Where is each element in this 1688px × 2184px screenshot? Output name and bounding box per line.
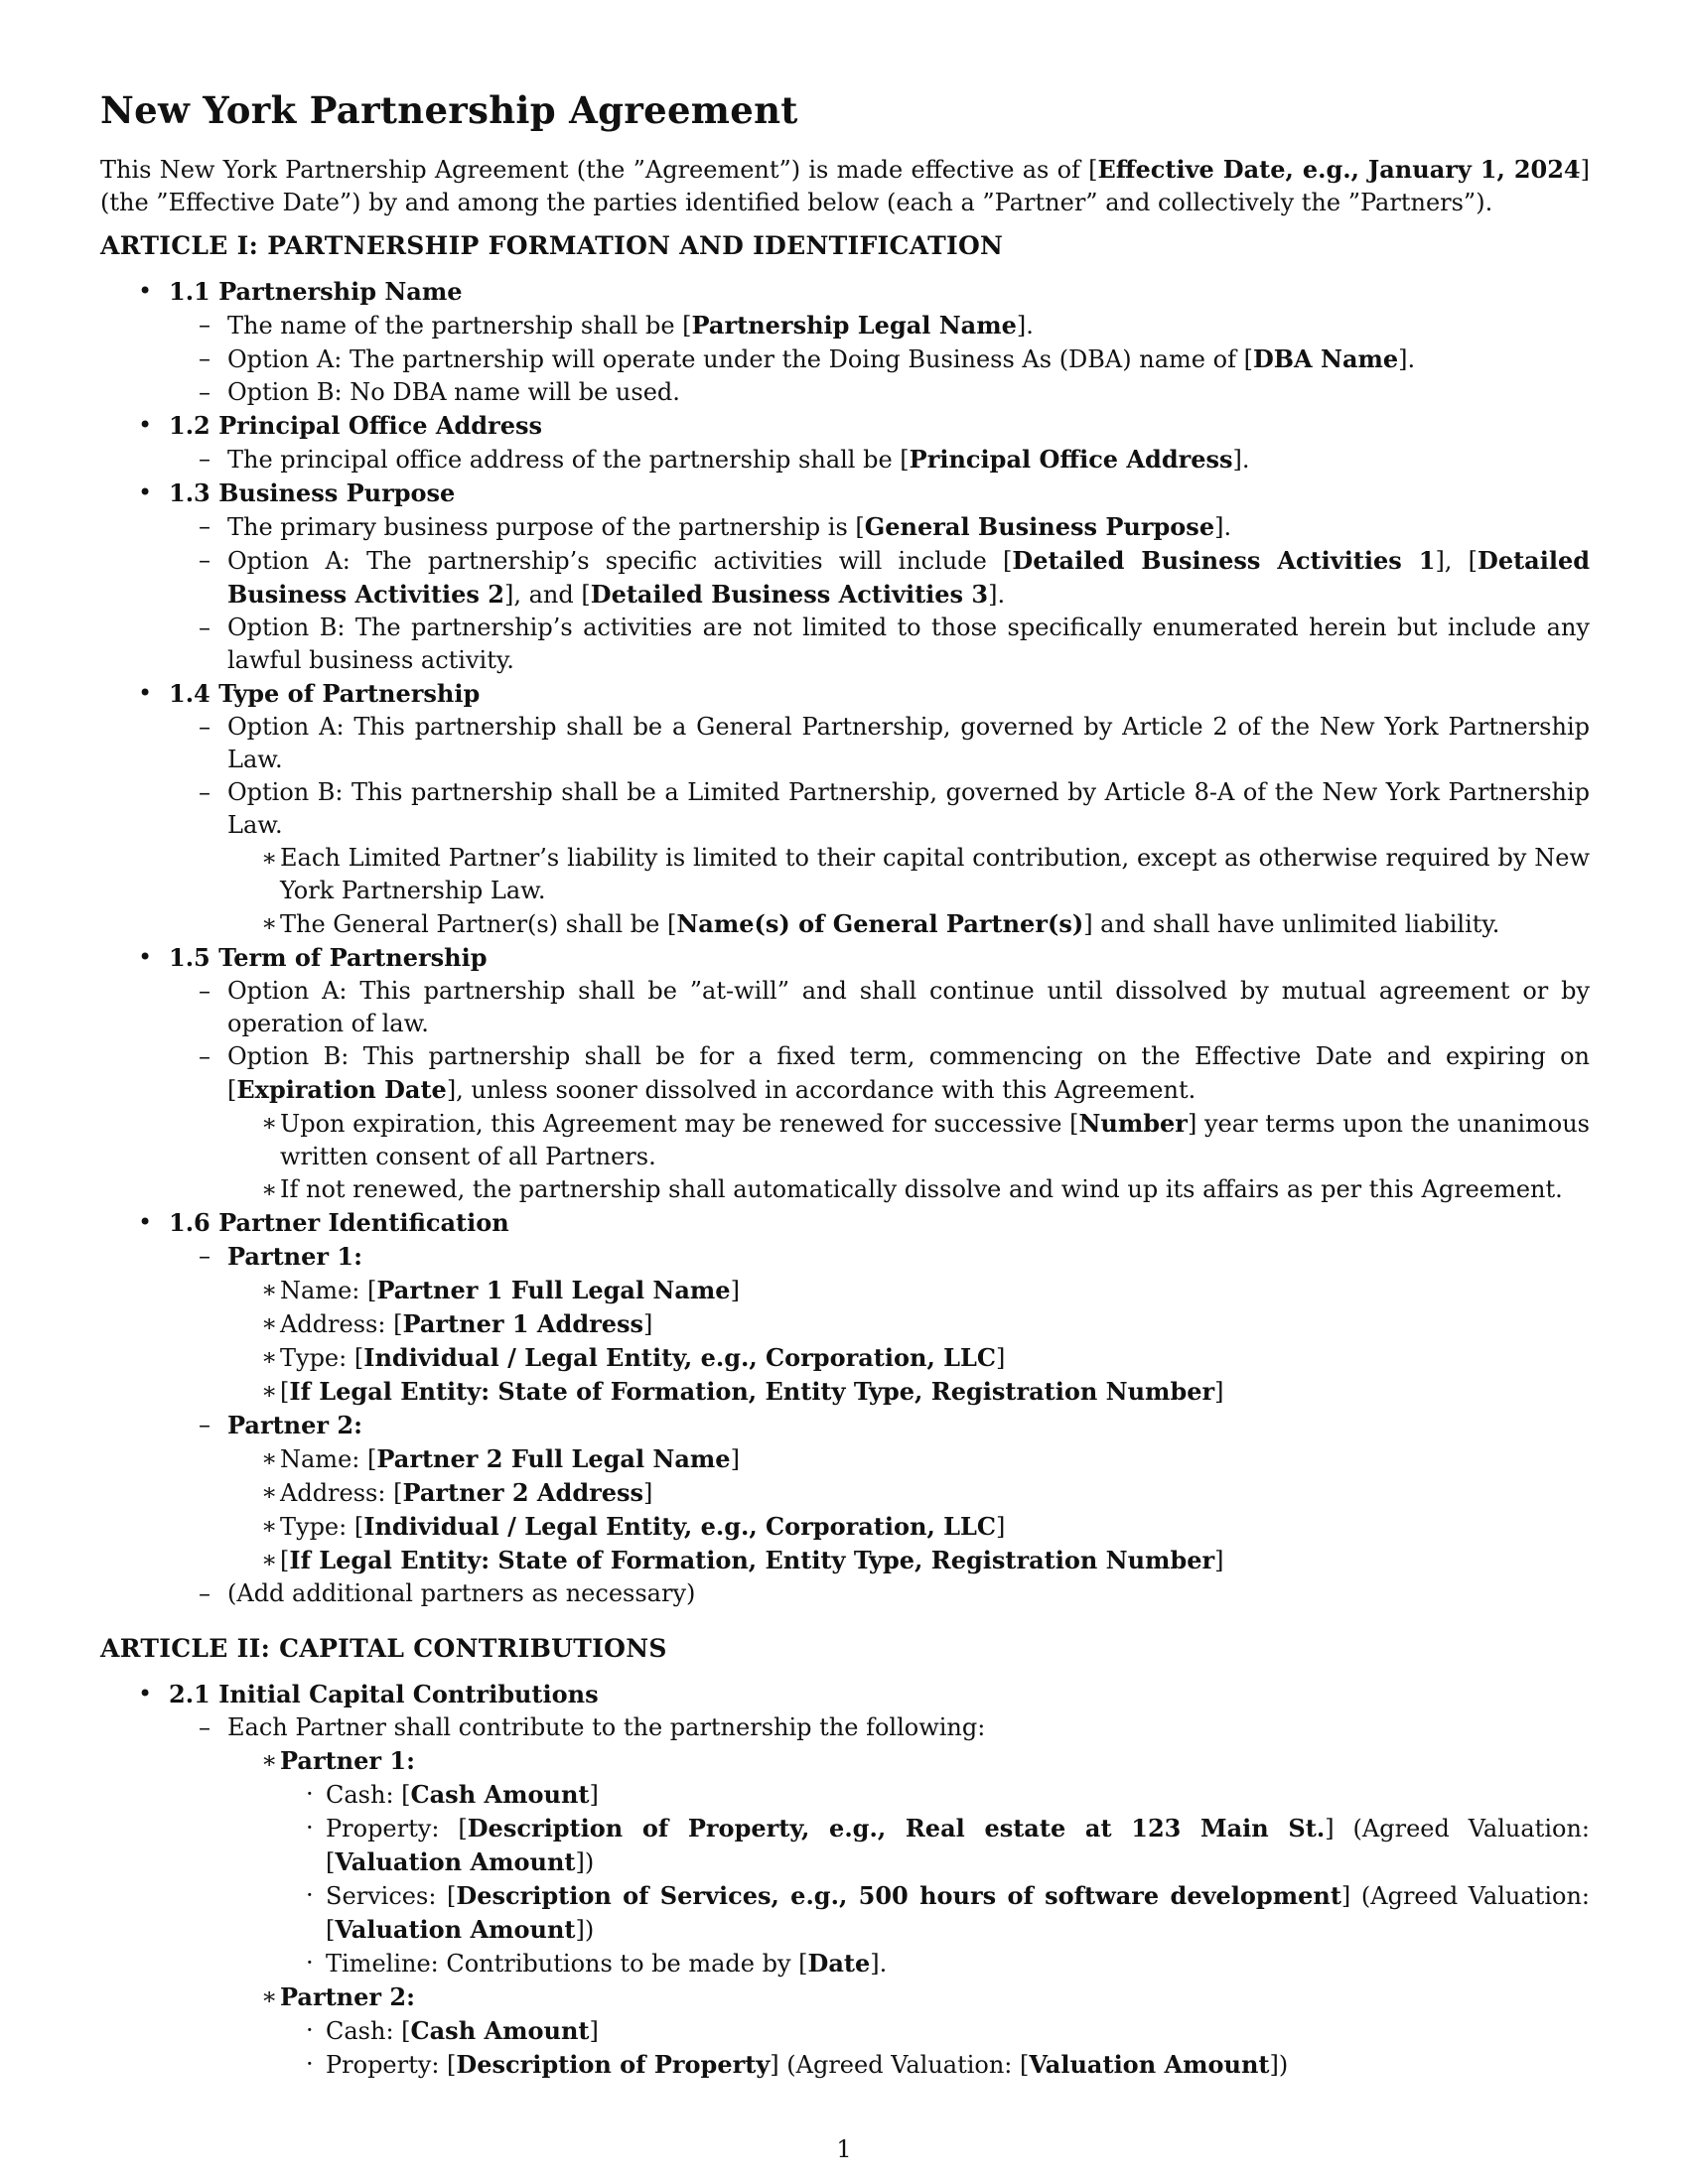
section-1-6: • 1.6 Partner Identification – Partner 1: ∗ Name: [Partner 1 Full Legal Name] ∗ Address: [Partner 1 Address] ∗ Type: [Individual / Legal Entity, e.g., Corporation, LLC] ∗ [If Legal Entity: State of Formation, Entity Type, Registration Number] – Partner 2: ∗ Name: [Partner 2 Full Legal Name] ∗ Address: [Partner 2 Address] ∗ Type: [Individual / Legal Entity, e.g., Corporation, LLC] ∗ [If Legal Entity: State of Formation, Entity Type, Registration Number] – (Add additional partners as necessary): [100, 1206, 1590, 1610]
intro-paragraph: This New York Partnership Agreement (the ”Agreement”) is made effective as of [Effective Date, e.g., January 1, 2024] (the ”Effective Date”) by and among the parties identified below (each a ”Partner” and collectively the ”Partners”).: [100, 155, 1591, 216]
list-item: ∗ Name: [Partner 2 Full Legal Name]: [261, 1444, 740, 1473]
list-item: ∗ Address: [Partner 1 Address]: [261, 1309, 653, 1338]
section-heading: 1.1 Partnership Name: [169, 277, 463, 306]
article-2-list: [100, 1678, 1590, 2082]
partner-2-identification: – Partner 2: ∗ Name: [Partner 2 Full Legal Name] ∗ Address: [Partner 2 Address] ∗ Type: [Individual / Legal Entity, e.g., Corporation, LLC] ∗ [If Legal Entity: State of Formation, Entity Type, Registration Number]: [169, 1409, 1590, 1577]
list-item: – Option B: The partnership’s activities are not limited to those specifically enumerated herein but include any lawful business activity.: [199, 614, 1590, 674]
list-item: ∗ Each Limited Partner’s liability is limited to their capital contribution, except as otherwise required by New York Partnership Law.: [261, 844, 1590, 904]
document-page: [100, 83, 1590, 2082]
section-1-5: • 1.5 Term of Partnership – Option A: This partnership shall be ”at-will” and shall continue until dissolved by mutual agreement or by operation of law. – Option B: This partnership shall be for a fixed term, commencing on the Effective Date and expiring on [Expiration Date], unless sooner dissolved in accordance with this Agreement. ∗ Upon expiration, this Agreement may be renewed for successive [Number] year terms upon the unanimous written consent of all Partners. ∗ If not renewed, the partnership shall automatically dissolve and wind up its affairs as per this Agreement.: [100, 941, 1590, 1206]
list-item: ∗ [If Legal Entity: State of Formation, Entity Type, Registration Number]: [261, 1377, 1224, 1406]
list-item: ∗ [If Legal Entity: State of Formation, Entity Type, Registration Number]: [261, 1546, 1224, 1574]
document-title: New York Partnership Agreement: [100, 88, 798, 132]
article-2-heading: ARTICLE II: CAPITAL CONTRIBUTIONS: [100, 1634, 667, 1663]
list-item: – (Add additional partners as necessary): [199, 1579, 696, 1607]
list-item: – Each Partner shall contribute to the partnership the following: ∗ Partner 1: · Cash: [Cash Amount] · Property: [Description of Property, e.g., Real estate at 123 Main St.] (Agreed Valuation: [Valuation Amount]) · Services: [Description of Services, e.g., 500 hours of software development] (Agreed Valuation: [Valuation Amount]) · Timeline: Contributions to be made by [Date]. ∗ Partner 2: · Cash: [Cash Amount] · Property: [Description of Property] (Agreed Valuation: [Valuation Amount]): [169, 1711, 1590, 2082]
list-item: – Option A: The partnership will operate under the Doing Business As (DBA) name of [DBA Name].: [199, 344, 1416, 373]
list-item: – Option A: The partnership’s specific activities will include [Detailed Business Activities 1], [Detailed Business Activities 2], and [Detailed Business Activities 3].: [199, 546, 1591, 609]
article-1-heading: ARTICLE I: PARTNERSHIP FORMATION AND IDENTIFICATION: [100, 231, 1004, 260]
list-item: – Option A: This partnership shall be ”at-will” and shall continue until dissolved by mutual agreement or by operation of law.: [199, 977, 1590, 1037]
list-item: ∗ Name: [Partner 1 Full Legal Name]: [261, 1276, 740, 1304]
section-1-3: • 1.3 Business Purpose – The primary business purpose of the partnership is [General Business Purpose]. – Option A: The partnership’s specific activities will include [Detailed Business Activities 1], [Detailed Business Activities 2], and [Detailed Business Activities 3]. – Option B: The partnership’s activities are not limited to those specifically enumerated herein but include any lawful business activity.: [100, 477, 1590, 677]
list-item: · Property: [Description of Property, e.g., Real estate at 123 Main St.] (Agreed Valuation: [Valuation Amount]): [306, 1814, 1590, 1876]
list-item: ∗ If not renewed, the partnership shall automatically dissolve and wind up its affairs as per this Agreement.: [261, 1175, 1563, 1203]
list-item: · Cash: [Cash Amount]: [306, 1780, 599, 1809]
section-heading: 1.2 Principal Office Address: [169, 411, 542, 440]
partner-2-contribution: ∗ Partner 2: · Cash: [Cash Amount] · Property: [Description of Property] (Agreed Valuation: [Valuation Amount]): [227, 1980, 1590, 2082]
list-item: · Property: [Description of Property] (Agreed Valuation: [Valuation Amount]): [306, 2050, 1289, 2079]
list-item: ∗ Type: [Individual / Legal Entity, e.g., Corporation, LLC]: [261, 1512, 1006, 1541]
effective-date-placeholder: Effective Date, e.g., January 1, 2024: [1097, 155, 1581, 184]
section-heading: 1.3 Business Purpose: [169, 478, 456, 507]
list-item: – Option B: No DBA name will be used.: [199, 378, 680, 406]
list-item: – The principal office address of the partnership shall be [Principal Office Address].: [199, 445, 1250, 474]
list-item: · Timeline: Contributions to be made by [Date].: [306, 1949, 888, 1978]
list-item: ∗ Type: [Individual / Legal Entity, e.g., Corporation, LLC]: [261, 1343, 1006, 1372]
section-1-4: • 1.4 Type of Partnership – Option A: This partnership shall be a General Partnership, governed by Article 2 of the New York Partnership Law. – Option B: This partnership shall be a Limited Partnership, governed by Article 8-A of the New York Partnership Law. ∗ Each Limited Partner’s liability is limited to their capital contribution, except as otherwise required by New York Partnership Law. ∗ The General Partner(s) shall be [Name(s) of General Partner(s)] and shall have unlimited liability.: [100, 677, 1590, 941]
list-item: ∗ Address: [Partner 2 Address]: [261, 1478, 653, 1507]
section-2-1: • 2.1 Initial Capital Contributions – Each Partner shall contribute to the partnership the following: ∗ Partner 1: · Cash: [Cash Amount] · Property: [Description of Property, e.g., Real estate at 123 Main St.] (Agreed Valuation: [Valuation Amount]) · Services: [Description of Services, e.g., 500 hours of software development] (Agreed Valuation: [Valuation Amount]) · Timeline: Contributions to be made by [Date]. ∗ Partner 2: · Cash: [Cash Amount] · Property: [Description of Property] (Agreed Valuation: [Valuation Amount]): [100, 1678, 1590, 2082]
list-item: ∗ The General Partner(s) shall be [Name(s) of General Partner(s)] and shall have unlimited liability.: [261, 909, 1500, 938]
section-heading: 1.5 Term of Partnership: [169, 943, 488, 972]
section-1-2: • 1.2 Principal Office Address – The principal office address of the partnership shall be [Principal Office Address].: [100, 409, 1590, 477]
list-item: · Cash: [Cash Amount]: [306, 2016, 599, 2045]
page-number: 1: [836, 2135, 852, 2163]
section-heading: 1.4 Type of Partnership: [169, 679, 481, 708]
partner-1-contribution: ∗ Partner 1: · Cash: [Cash Amount] · Property: [Description of Property, e.g., Real estate at 123 Main St.] (Agreed Valuation: [Valuation Amount]) · Services: [Description of Services, e.g., 500 hours of software development] (Agreed Valuation: [Valuation Amount]) · Timeline: Contributions to be made by [Date].: [227, 1744, 1590, 1980]
list-item: ∗ Upon expiration, this Agreement may be renewed for successive [Number] year terms upon the unanimous written consent of all Partners.: [261, 1109, 1590, 1170]
list-item: – Option A: This partnership shall be a General Partnership, governed by Article 2 of the New York Partnership Law.: [199, 713, 1590, 773]
article-1-list: [100, 275, 1590, 1610]
list-item: – The name of the partnership shall be [Partnership Legal Name].: [199, 311, 1034, 340]
section-heading: 1.6 Partner Identification: [169, 1208, 509, 1237]
list-item: – The primary business purpose of the partnership is [General Business Purpose].: [199, 512, 1232, 541]
partner-1-identification: – Partner 1: ∗ Name: [Partner 1 Full Legal Name] ∗ Address: [Partner 1 Address] ∗ Type: [Individual / Legal Entity, e.g., Corporation, LLC] ∗ [If Legal Entity: State of Formation, Entity Type, Registration Number]: [169, 1240, 1590, 1409]
list-item: · Services: [Description of Services, e.g., 500 hours of software development] (Agreed Valuation: [Valuation Amount]): [306, 1881, 1590, 1944]
list-item: – Option B: This partnership shall be a Limited Partnership, governed by Article 8-A of the New York Partnership Law. ∗ Each Limited Partner’s liability is limited to their capital contribution, except as otherwise required by New York Partnership Law. ∗ The General Partner(s) shall be [Name(s) of General Partner(s)] and shall have unlimited liability.: [169, 776, 1590, 941]
section-1-1: • 1.1 Partnership Name – The name of the partnership shall be [Partnership Legal Name]. – Option A: The partnership will operate under the Doing Business As (DBA) name of [DBA Name]. – Option B: No DBA name will be used.: [100, 275, 1590, 409]
section-heading: 2.1 Initial Capital Contributions: [169, 1680, 599, 1708]
list-item: – Option B: This partnership shall be for a fixed term, commencing on the Effective Date and expiring on [Expiration Date], unless sooner dissolved in accordance with this Agreement. ∗ Upon expiration, this Agreement may be renewed for successive [Number] year terms upon the unanimous written consent of all Partners. ∗ If not renewed, the partnership shall automatically dissolve and wind up its affairs as per this Agreement.: [169, 1040, 1590, 1206]
